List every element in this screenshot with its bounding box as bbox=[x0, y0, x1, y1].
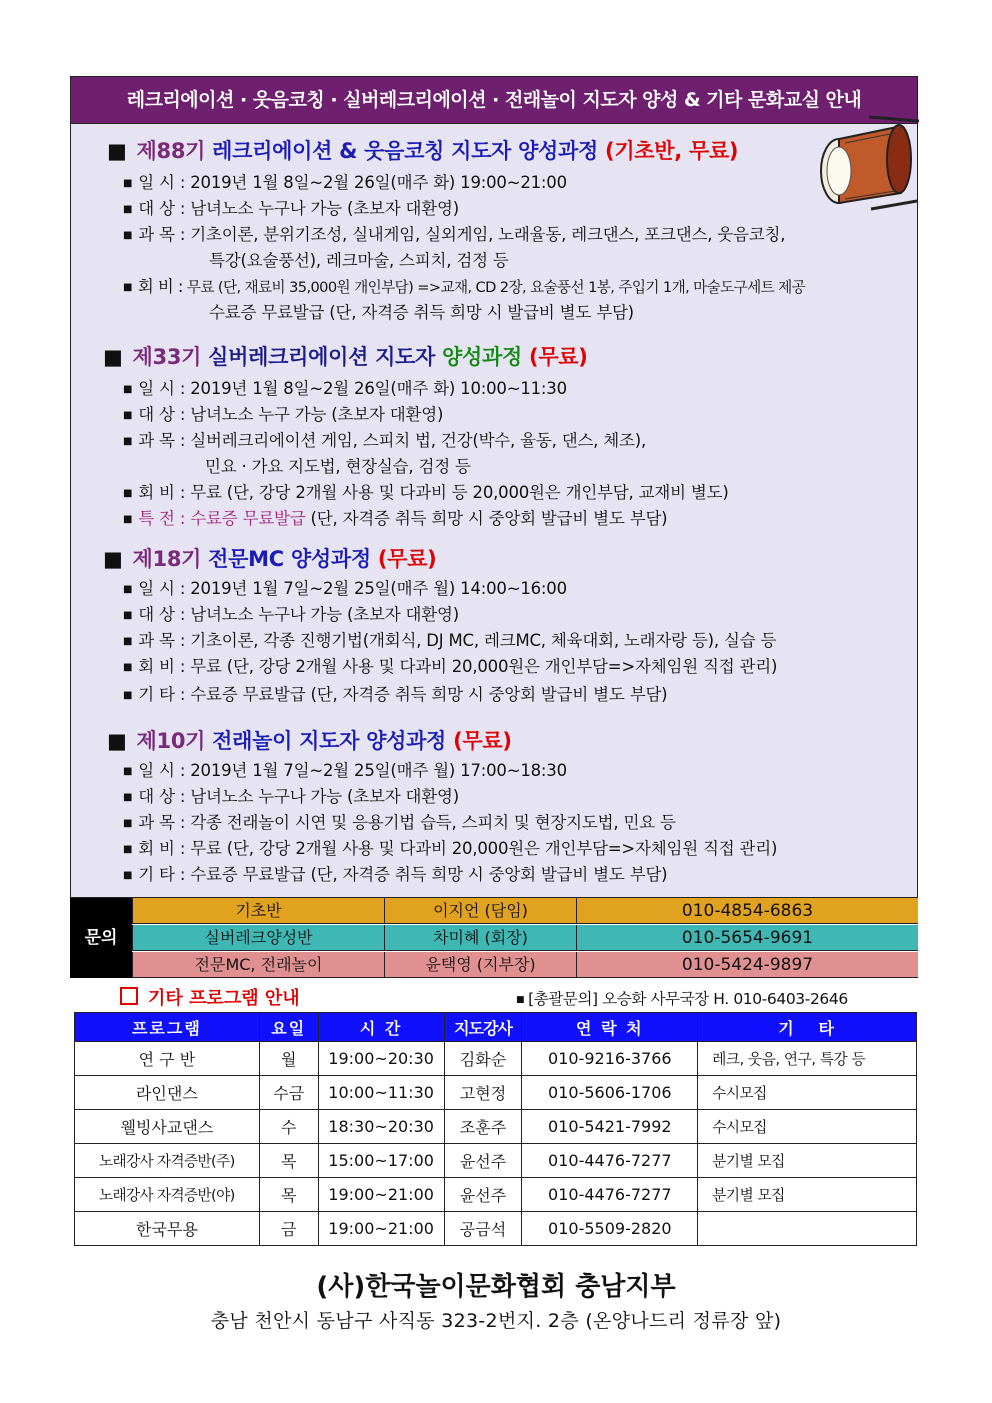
program-note: 수시모집 bbox=[698, 1076, 917, 1110]
checkbox-outline-icon bbox=[120, 987, 138, 1005]
header-instructor: 지도강사 bbox=[444, 1013, 522, 1042]
section-3-title: ■ 제18기 전문MC 양성과정 (무료) bbox=[103, 547, 437, 571]
program-day: 목 bbox=[259, 1178, 318, 1212]
program-name: 노래강사 자격증반(주) bbox=[75, 1144, 260, 1178]
table-row bbox=[75, 1144, 917, 1178]
program-time: 19:00~20:30 bbox=[318, 1042, 444, 1076]
section-4-line-2: ■ 대 상 : 남녀노소 누구나 가능 (초보자 대환영) bbox=[123, 787, 459, 806]
header-time: 시 간 bbox=[318, 1013, 444, 1042]
program-name: 연 구 반 bbox=[75, 1042, 260, 1076]
program-phone[interactable]: 010-9216-3766 bbox=[522, 1042, 698, 1076]
program-instructor: 윤선주 bbox=[444, 1144, 522, 1178]
section-2-line-3: ■ 과 목 : 실버레크리에이션 게임, 스피치 법, 건강(박수, 율동, 댄스, 체조), bbox=[123, 431, 647, 450]
program-note: 레크, 웃음, 연구, 특강 등 bbox=[698, 1042, 917, 1076]
program-table bbox=[74, 1012, 917, 1246]
section-1-line-3: ■ 과 목 : 기초이론, 분위기조성, 실내게임, 실외게임, 노래율동, 레크댄스, 포크댄스, 웃음코칭, bbox=[123, 225, 786, 244]
contact-course: 실버레크양성반 bbox=[132, 925, 384, 951]
contact-row bbox=[132, 952, 918, 978]
contact-label: 문의 bbox=[70, 898, 132, 978]
banner-title: 레크리에이션 · 웃음코칭 · 실버레크리에이션 · 전래놀이 지도자 양성 & 기타 문화교실 안내 bbox=[71, 77, 917, 124]
section-3-line-2: ■ 대 상 : 남녀노소 누구나 가능 (초보자 대환영) bbox=[123, 605, 459, 624]
program-name: 라인댄스 bbox=[75, 1076, 260, 1110]
contact-person: 이지언 (담임) bbox=[384, 898, 576, 924]
general-inquiry: ■ [총괄문의] 오승화 사무국장 H. 010-6403-2646 bbox=[516, 990, 848, 1008]
program-day: 수금 bbox=[259, 1076, 318, 1110]
header-etc: 기 타 bbox=[698, 1013, 917, 1042]
program-table-header bbox=[75, 1013, 917, 1042]
program-phone[interactable]: 010-5606-1706 bbox=[522, 1076, 698, 1110]
section-1-line-4: 특강(요술풍선), 레크마술, 스피치, 검정 등 bbox=[209, 251, 509, 270]
janggu-drum-icon bbox=[809, 113, 921, 217]
contact-course: 기초반 bbox=[132, 898, 384, 924]
section-3-line-1: ■ 일 시 : 2019년 1월 7일~2월 25일(매주 월) 14:00~16:00 bbox=[123, 579, 567, 598]
header-program: 프로그램 bbox=[75, 1013, 260, 1042]
section-3-line-3: ■ 과 목 : 기초이론, 각종 진행기법(개회식, DJ MC, 레크MC, 체육대회, 노래자랑 등), 실습 등 bbox=[123, 631, 777, 650]
section-4-line-4: ■ 회 비 : 무료 (단, 강당 2개월 사용 및 다과비 20,000원은 개인부담=>자체임원 직접 관리) bbox=[123, 839, 778, 858]
program-name: 한국무용 bbox=[75, 1212, 260, 1246]
section-4-title: ■ 제10기 전래놀이 지도자 양성과정 (무료) bbox=[107, 729, 512, 753]
contact-phone[interactable]: 010-5424-9897 bbox=[576, 952, 918, 978]
contact-person: 윤택영 (지부장) bbox=[384, 952, 576, 978]
header-contact: 연 락 처 bbox=[522, 1013, 698, 1042]
header-day: 요일 bbox=[259, 1013, 318, 1042]
program-note: 분기별 모집 bbox=[698, 1178, 917, 1212]
organization-address: 충남 천안시 동남구 사직동 323-2번지. 2층 (온양나드리 정류장 앞) bbox=[210, 1310, 782, 1332]
program-note bbox=[698, 1212, 917, 1246]
contact-row bbox=[132, 925, 918, 951]
other-programs-title: 기타 프로그램 안내 bbox=[120, 984, 300, 1010]
section-2-title: ■ 제33기 실버레크리에이션 지도자 양성과정 (무료) bbox=[103, 345, 588, 369]
contact-course: 전문MC, 전래놀이 bbox=[132, 952, 384, 978]
program-time: 18:30~20:30 bbox=[318, 1110, 444, 1144]
section-1-line-5: ■ 회 비 : 무료 (단, 재료비 35,000원 개인부담) =>교재, CD 2장, 요술풍선 1봉, 주입기 1개, 마술도구세트 제공 bbox=[123, 277, 806, 296]
section-2-line-6: ■ 특 전 : 수료증 무료발급 (단, 자격증 취득 희망 시 중앙회 발급비 별도 부담) bbox=[123, 509, 668, 528]
program-instructor: 고현정 bbox=[444, 1076, 522, 1110]
table-row bbox=[75, 1076, 917, 1110]
table-row bbox=[75, 1110, 917, 1144]
course-panel bbox=[70, 76, 918, 898]
program-day: 금 bbox=[259, 1212, 318, 1246]
section-4-line-5: ■ 기 타 : 수료증 무료발급 (단, 자격증 취득 희망 시 중앙회 발급비 별도 부담) bbox=[123, 865, 668, 884]
contact-row bbox=[132, 898, 918, 924]
section-1-line-1: ■ 일 시 : 2019년 1월 8일~2월 26일(매주 화) 19:00~21:00 bbox=[123, 173, 567, 192]
contact-person: 차미혜 (회장) bbox=[384, 925, 576, 951]
table-row bbox=[75, 1042, 917, 1076]
section-4-line-1: ■ 일 시 : 2019년 1월 7일~2월 25일(매주 월) 17:00~18:30 bbox=[123, 761, 567, 780]
program-phone[interactable]: 010-5421-7992 bbox=[522, 1110, 698, 1144]
program-name: 노래강사 자격증반(야) bbox=[75, 1178, 260, 1212]
organization-name: (사)한국놀이문화협회 충남지부 bbox=[316, 1272, 676, 1302]
program-day: 수 bbox=[259, 1110, 318, 1144]
section-1-line-2: ■ 대 상 : 남녀노소 누구나 가능 (초보자 대환영) bbox=[123, 199, 459, 218]
program-time: 19:00~21:00 bbox=[318, 1212, 444, 1246]
contact-phone[interactable]: 010-4854-6863 bbox=[576, 898, 918, 924]
program-phone[interactable]: 010-4476-7277 bbox=[522, 1144, 698, 1178]
program-instructor: 윤선주 bbox=[444, 1178, 522, 1212]
program-instructor: 조훈주 bbox=[444, 1110, 522, 1144]
program-day: 월 bbox=[259, 1042, 318, 1076]
table-row bbox=[75, 1178, 917, 1212]
section-2-line-1: ■ 일 시 : 2019년 1월 8일~2월 26일(매주 화) 10:00~11:30 bbox=[123, 379, 567, 398]
section-2-line-5: ■ 회 비 : 무료 (단, 강당 2개월 사용 및 다과비 등 20,000원은 개인부담, 교재비 별도) bbox=[123, 483, 729, 502]
section-2-line-2: ■ 대 상 : 남녀노소 누구 가능 (초보자 대환영) bbox=[123, 405, 444, 424]
program-time: 19:00~21:00 bbox=[318, 1178, 444, 1212]
section-1-line-6: 수료증 무료발급 (단, 자격증 취득 희망 시 발급비 별도 부담) bbox=[209, 303, 634, 322]
program-name: 웰빙사교댄스 bbox=[75, 1110, 260, 1144]
section-1-title: ■ 제88기 레크리에이션 & 웃음코칭 지도자 양성과정 (기초반, 무료) bbox=[107, 139, 739, 163]
section-3-line-4: ■ 회 비 : 무료 (단, 강당 2개월 사용 및 다과비 20,000원은 개인부담=>자체임원 직접 관리) bbox=[123, 657, 778, 676]
program-instructor: 김화순 bbox=[444, 1042, 522, 1076]
program-day: 목 bbox=[259, 1144, 318, 1178]
program-time: 10:00~11:30 bbox=[318, 1076, 444, 1110]
program-instructor: 공금석 bbox=[444, 1212, 522, 1246]
section-2-line-4: 민요 · 가요 지도법, 현장실습, 검정 등 bbox=[205, 457, 471, 476]
section-4-line-3: ■ 과 목 : 각종 전래놀이 시연 및 응용기법 습득, 스피치 및 현장지도법, 민요 등 bbox=[123, 813, 676, 832]
table-row bbox=[75, 1212, 917, 1246]
program-note: 분기별 모집 bbox=[698, 1144, 917, 1178]
contact-phone[interactable]: 010-5654-9691 bbox=[576, 925, 918, 951]
contact-table bbox=[70, 898, 918, 978]
program-time: 15:00~17:00 bbox=[318, 1144, 444, 1178]
program-phone[interactable]: 010-5509-2820 bbox=[522, 1212, 698, 1246]
program-phone[interactable]: 010-4476-7277 bbox=[522, 1178, 698, 1212]
section-3-line-5: ■ 기 타 : 수료증 무료발급 (단, 자격증 취득 희망 시 중앙회 발급비 별도 부담) bbox=[123, 685, 668, 704]
program-note: 수시모집 bbox=[698, 1110, 917, 1144]
